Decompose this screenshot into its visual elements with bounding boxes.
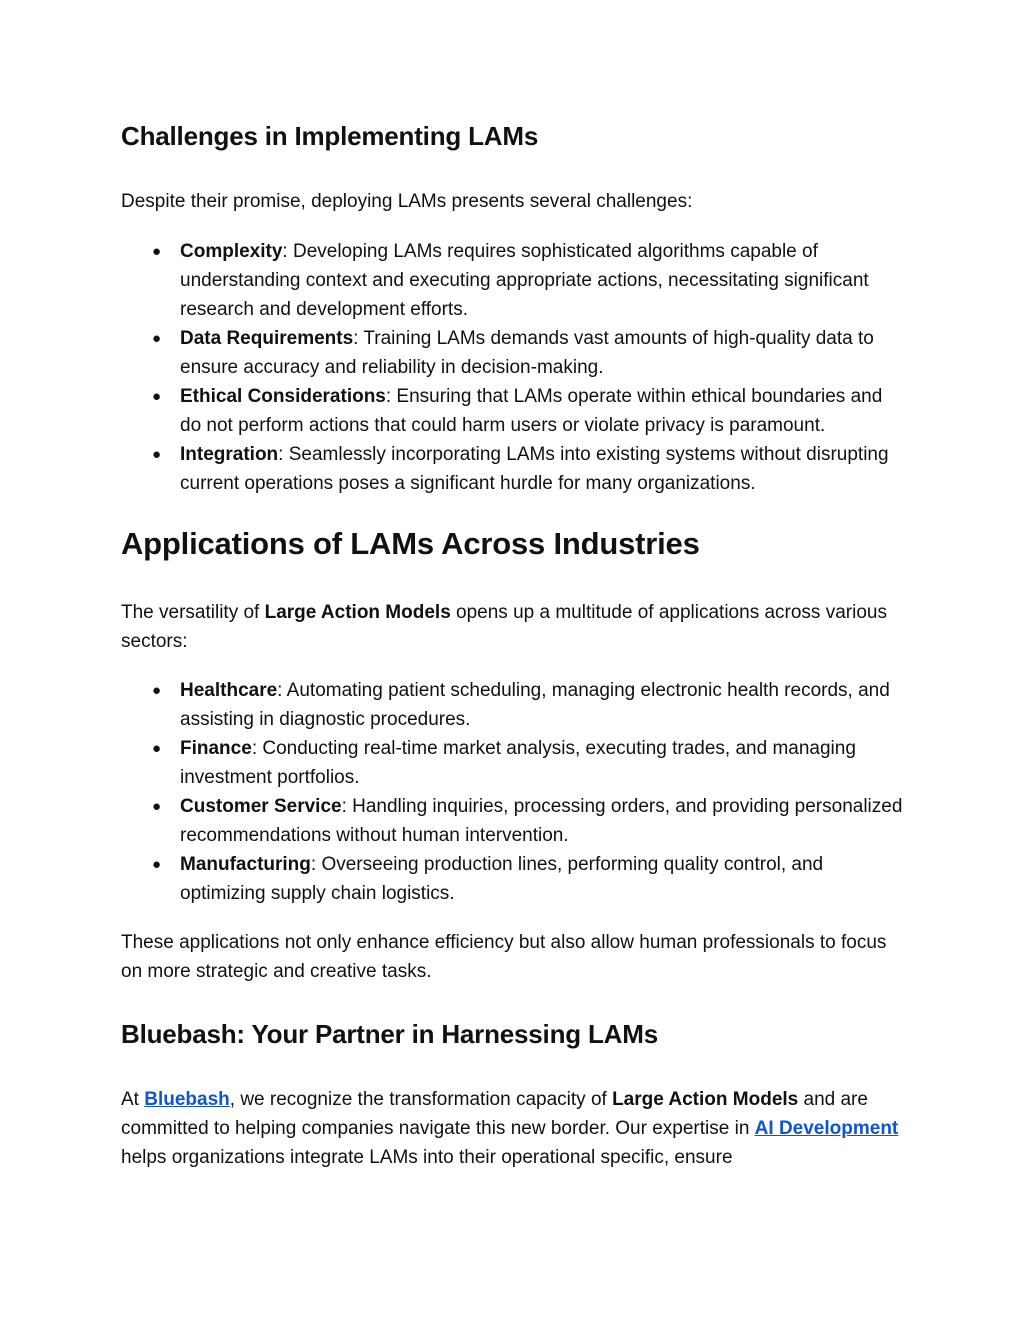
heading-bluebash: Bluebash: Your Partner in Harnessing LAMs xyxy=(121,1019,658,1049)
intro-text-before: The versatility of xyxy=(121,602,265,623)
applications-intro-paragraph xyxy=(121,598,904,656)
list-item-manufacturing xyxy=(121,850,904,908)
bluebash-text-4: helps organizations integrate LAMs into their operational specific, ensure xyxy=(121,1147,733,1168)
challenges-list xyxy=(121,237,904,498)
list-item-text: : Handling inquiries, processing orders, and providing personalized recommendations without human intervention. xyxy=(180,796,903,846)
bullet-icon: ● xyxy=(152,243,162,260)
applications-list xyxy=(121,676,904,908)
intro-text-after: opens up a multitude of applications across various sectors: xyxy=(121,602,887,652)
heading-applications: Applications of LAMs Across Industries xyxy=(121,526,700,561)
bullet-icon: ● xyxy=(152,856,162,873)
list-item-term: Finance xyxy=(180,738,252,759)
list-item-term: Customer Service xyxy=(180,796,342,817)
bluebash-text-1: At xyxy=(121,1089,145,1110)
list-item-text: : Ensuring that LAMs operate within ethical boundaries and do not perform actions that could harm users or violate privacy is paramount. xyxy=(180,386,883,436)
bullet-icon: ● xyxy=(152,446,162,463)
list-item-complexity xyxy=(121,237,904,324)
list-item-data-requirements xyxy=(121,324,904,382)
list-item-term: Healthcare xyxy=(180,680,278,701)
list-item-text: : Automating patient scheduling, managing electronic health records, and assisting in diagnostic procedures. xyxy=(180,680,890,730)
list-item-term: Integration xyxy=(180,444,279,465)
list-item-text: : Conducting real-time market analysis, executing trades, and managing investment portfolios. xyxy=(180,738,856,788)
list-item-term: Complexity xyxy=(180,241,283,262)
heading-challenges: Challenges in Implementing LAMs xyxy=(121,121,539,151)
list-item-customer-service xyxy=(121,792,904,850)
bluebash-paragraph xyxy=(121,1085,904,1172)
list-item-text: : Overseeing production lines, performing quality control, and optimizing supply chain logistics. xyxy=(180,854,824,904)
bluebash-text-3: and are committed to helping companies navigate this new border. Our expertise in xyxy=(121,1089,868,1139)
bullet-icon: ● xyxy=(152,388,162,405)
applications-outro-paragraph: These applications not only enhance efficiency but also allow human professionals to focus on more strategic and creative tasks. xyxy=(121,932,887,982)
list-item-text: : Training LAMs demands vast amounts of high-quality data to ensure accuracy and reliability in decision-making. xyxy=(180,328,874,378)
bullet-icon: ● xyxy=(152,682,162,699)
ai-development-link[interactable]: AI Development xyxy=(754,1118,899,1139)
list-item-integration xyxy=(121,440,904,498)
bluebash-text-2: , we recognize the transformation capacity of xyxy=(229,1089,613,1110)
list-item-text: : Developing LAMs requires sophisticated algorithms capable of understanding context and executing appropriate actions, necessitating significant research and development efforts. xyxy=(180,241,869,320)
list-item-term: Manufacturing xyxy=(180,854,311,875)
list-item-healthcare xyxy=(121,676,904,734)
bullet-icon: ● xyxy=(152,740,162,757)
list-item-ethical-considerations xyxy=(121,382,904,440)
list-item-term: Ethical Considerations xyxy=(180,386,386,407)
bluebash-bold-term: Large Action Models xyxy=(612,1089,799,1110)
bullet-icon: ● xyxy=(152,330,162,347)
bullet-icon: ● xyxy=(152,798,162,815)
list-item-term: Data Requirements xyxy=(180,328,354,349)
bluebash-link[interactable]: Bluebash xyxy=(144,1089,230,1110)
list-item-text: : Seamlessly incorporating LAMs into existing systems without disrupting current operations poses a significant hurdle for many organizations. xyxy=(180,444,889,494)
challenges-intro-paragraph: Despite their promise, deploying LAMs presents several challenges: xyxy=(121,191,693,212)
list-item-finance xyxy=(121,734,904,792)
intro-bold-term: Large Action Models xyxy=(264,602,451,623)
